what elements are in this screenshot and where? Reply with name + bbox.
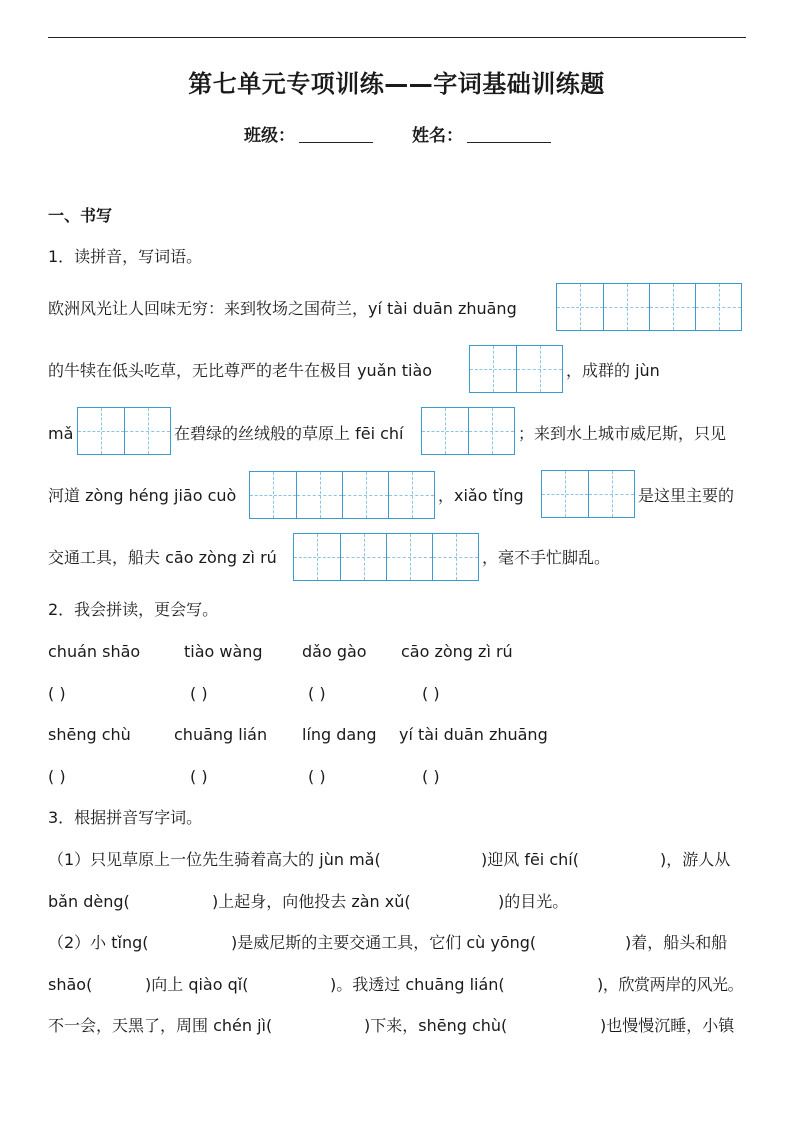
answer-grid-zong-heng-jiao-cuo[interactable] xyxy=(249,471,435,519)
writing-cell[interactable] xyxy=(250,472,296,518)
q1-text-9: 是这里主要的 xyxy=(638,486,735,505)
q1-text-3: ，成群的 jùn xyxy=(566,361,660,380)
name-blank[interactable] xyxy=(467,126,551,143)
name-field xyxy=(412,121,551,146)
q3-text: )下来，shēng chù( xyxy=(364,1016,508,1035)
pinyin-item: dǎo gào xyxy=(302,642,367,661)
answer-blank[interactable]: ( ) xyxy=(190,684,208,703)
q1-text-8: ，xiǎo tǐng xyxy=(438,486,524,505)
answer-grid-xiao-ting[interactable] xyxy=(541,470,635,518)
pinyin-item: yí tài duān zhuāng xyxy=(399,725,548,744)
q1-text-5: 在碧绿的丝绒般的草原上 fēi chí xyxy=(174,424,404,443)
answer-grid-yi-tai-duan-zhuang[interactable] xyxy=(556,283,742,331)
writing-cell[interactable] xyxy=(296,472,342,518)
q3-text: )着，船头和船 xyxy=(625,933,728,952)
writing-cell[interactable] xyxy=(386,534,432,580)
q3-text: bǎn dèng( xyxy=(48,892,130,911)
pinyin-item: líng dang xyxy=(302,725,377,744)
q3-text: )也慢慢沉睡，小镇 xyxy=(600,1016,735,1035)
writing-cell[interactable] xyxy=(422,408,468,454)
top-rule xyxy=(48,37,746,38)
writing-cell[interactable] xyxy=(124,408,170,454)
writing-cell[interactable] xyxy=(78,408,124,454)
q2-prompt: 2．我会拼读，更会写。 xyxy=(48,600,219,619)
q3-prompt: 3．根据拼音写字词。 xyxy=(48,808,203,827)
class-blank[interactable] xyxy=(299,126,373,143)
pinyin-item: cāo zòng zì rú xyxy=(401,642,513,661)
q3-text: )迎风 fēi chí( xyxy=(481,850,579,869)
q3-text: )是威尼斯的主要交通工具，它们 cù yōng( xyxy=(231,933,537,952)
answer-blank[interactable]: ( ) xyxy=(190,767,208,786)
q1-text-2: 的牛犊在低头吃草，无比尊严的老牛在极目 yuǎn tiào xyxy=(48,361,433,380)
writing-cell[interactable] xyxy=(470,346,516,392)
q3-text: )，游人从 xyxy=(660,850,731,869)
page-title: 第七单元专项训练——字词基础训练题 xyxy=(188,70,605,98)
writing-cell[interactable] xyxy=(542,471,588,517)
answer-blank[interactable]: ( ) xyxy=(48,684,66,703)
answer-blank[interactable]: ( ) xyxy=(422,684,440,703)
answer-blank[interactable]: ( ) xyxy=(308,767,326,786)
writing-cell[interactable] xyxy=(294,534,340,580)
q1-text-1: 欧洲风光让人回味无穷：来到牧场之国荷兰，yí tài duān zhuāng xyxy=(48,299,517,318)
q3-text: （2）小 tǐng( xyxy=(48,933,149,952)
pinyin-item: chuāng lián xyxy=(174,725,268,744)
q3-text: )的目光。 xyxy=(498,892,569,911)
writing-cell[interactable] xyxy=(388,472,434,518)
q1-text-10: 交通工具，船夫 cāo zòng zì rú xyxy=(48,548,277,567)
writing-cell[interactable] xyxy=(649,284,695,330)
writing-cell[interactable] xyxy=(340,534,386,580)
writing-cell[interactable] xyxy=(468,408,514,454)
q1-prompt: 1．读拼音，写词语。 xyxy=(48,247,203,266)
q3-text: 不一会，天黑了，周围 chén jì( xyxy=(48,1016,273,1035)
q3-text: )向上 qiào qǐ( xyxy=(145,975,249,994)
answer-blank[interactable]: ( ) xyxy=(422,767,440,786)
q1-text-4: mǎ xyxy=(48,424,74,443)
q3-text: shāo( xyxy=(48,975,93,994)
writing-cell[interactable] xyxy=(557,284,603,330)
writing-cell[interactable] xyxy=(342,472,388,518)
q1-text-7: 河道 zòng héng jiāo cuò xyxy=(48,486,237,505)
answer-grid-fei-chi[interactable] xyxy=(421,407,515,455)
q3-text: （1）只见草原上一位先生骑着高大的 jùn mǎ( xyxy=(48,850,381,869)
class-field xyxy=(244,121,373,146)
pinyin-item: shēng chù xyxy=(48,725,131,744)
class-label: 班级： xyxy=(244,126,295,146)
writing-cell[interactable] xyxy=(603,284,649,330)
q3-text: )，欣赏两岸的风光。 xyxy=(597,975,744,994)
q3-text: )。我透过 chuāng lián( xyxy=(330,975,505,994)
answer-grid-yuan-tiao[interactable] xyxy=(469,345,563,393)
section-heading-writing: 一、书写 xyxy=(48,206,113,225)
q1-text-6: ；来到水上城市威尼斯，只见 xyxy=(518,424,727,443)
name-label: 姓名： xyxy=(412,126,463,146)
pinyin-item: tiào wàng xyxy=(184,642,263,661)
writing-cell[interactable] xyxy=(516,346,562,392)
q1-text-11: ，毫不手忙脚乱。 xyxy=(482,548,611,567)
writing-cell[interactable] xyxy=(588,471,634,517)
q3-text: )上起身，向他投去 zàn xǔ( xyxy=(212,892,411,911)
writing-cell[interactable] xyxy=(695,284,741,330)
pinyin-item: chuán shāo xyxy=(48,642,141,661)
answer-grid-jun-ma[interactable] xyxy=(77,407,171,455)
answer-blank[interactable]: ( ) xyxy=(308,684,326,703)
answer-blank[interactable]: ( ) xyxy=(48,767,66,786)
answer-grid-cao-zong-zi-ru[interactable] xyxy=(293,533,479,581)
writing-cell[interactable] xyxy=(432,534,478,580)
